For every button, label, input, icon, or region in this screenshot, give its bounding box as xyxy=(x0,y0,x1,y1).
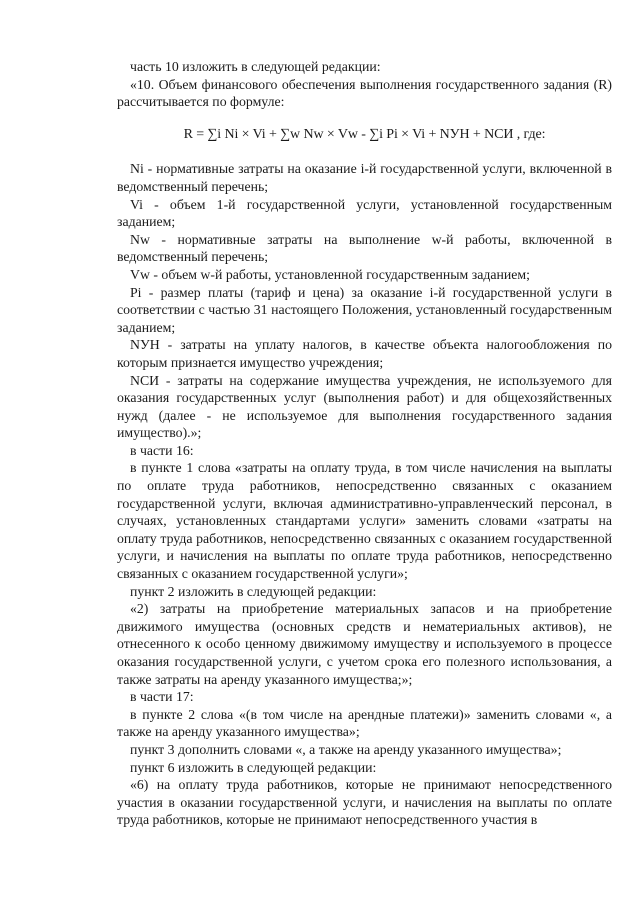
paragraph: «6) на оплату труда работников, которые не принимают непосредственного участия в оказании государственной услуги, и начисления на выплаты по оплате труда работников, которые не принимают непосредственного участия в xyxy=(117,777,612,828)
formula: R = ∑i Ni × Vi + ∑w Nw × Vw - ∑i Pi × Vi + NУН + NСИ , где: xyxy=(183,126,546,142)
paragraph: NУН - затраты на уплату налогов, в качестве объекта налогообложения по которым признается имущество учреждения; xyxy=(117,337,612,370)
paragraph: Pi - размер платы (тариф и цена) за оказание i-й государственной услуги в соответствии с частью 31 настоящего Положения, установленный государственным заданием; xyxy=(117,284,612,335)
paragraph: пункт 3 дополнить словами «, а также на аренду указанного имущества»; xyxy=(130,741,562,757)
paragraph: часть 10 изложить в следующей редакции: xyxy=(130,59,381,74)
paragraph: NСИ - затраты на содержание имущества учреждения, не используемого для оказания государственных услуг (выполнения работ) и для общехозяйственных нужд (далее - не используемое для выполнения государственного задания имущество).»; xyxy=(117,372,612,441)
paragraph: «2) затраты на приобретение материальных запасов и на приобретение движимого имущества (основных средств и нематериальных активов), не отнесенного к особо ценному движимому имуществу и используемого в процессе оказания государственной услуги, с учетом срока его полезного использования, а также затраты на аренду указанного имущества;»; xyxy=(117,601,612,687)
paragraph: Vi - объем 1-й государственной услуги, установленной государственным заданием; xyxy=(117,196,612,230)
paragraph: Ni - нормативные затраты на оказание i-й государственной услуги, включенной в ведомственный перечень; xyxy=(117,161,612,194)
paragraph: в части 17: xyxy=(130,689,194,705)
document-body xyxy=(117,58,612,829)
paragraph: Vw - объем w-й работы, установленной государственным заданием; xyxy=(130,266,530,282)
paragraph: «10. Объем финансового обеспечения выполнения государственного задания (R) рассчитывается по формуле: xyxy=(117,76,612,110)
paragraph: в части 16: xyxy=(130,442,194,458)
paragraph: Nw - нормативные затраты на выполнение w-й работы, включенной в ведомственный перечень; xyxy=(117,231,612,265)
paragraph: в пункте 1 слова «затраты на оплату труда, в том числе начисления на выплаты по оплате труда работников, непосредственно связанных с оказанием государственной услуги, включая административно-управленческий персонал, в случаях, установленных стандартами услуги» заменить словами «затраты на оплату труда работников, непосредственно связанных с оказанием государственной услуги, и начисления на выплаты по оплате труда работников, непосредственно связанных с оказанием государственной услуги»; xyxy=(117,460,612,582)
paragraph: пункт 6 изложить в следующей редакции: xyxy=(130,759,377,775)
paragraph: в пункте 2 слова «(в том числе на арендные платежи)» заменить словами «, а также на аренду указанного имущества»; xyxy=(117,706,612,740)
paragraph: пункт 2 изложить в следующей редакции: xyxy=(130,583,377,599)
